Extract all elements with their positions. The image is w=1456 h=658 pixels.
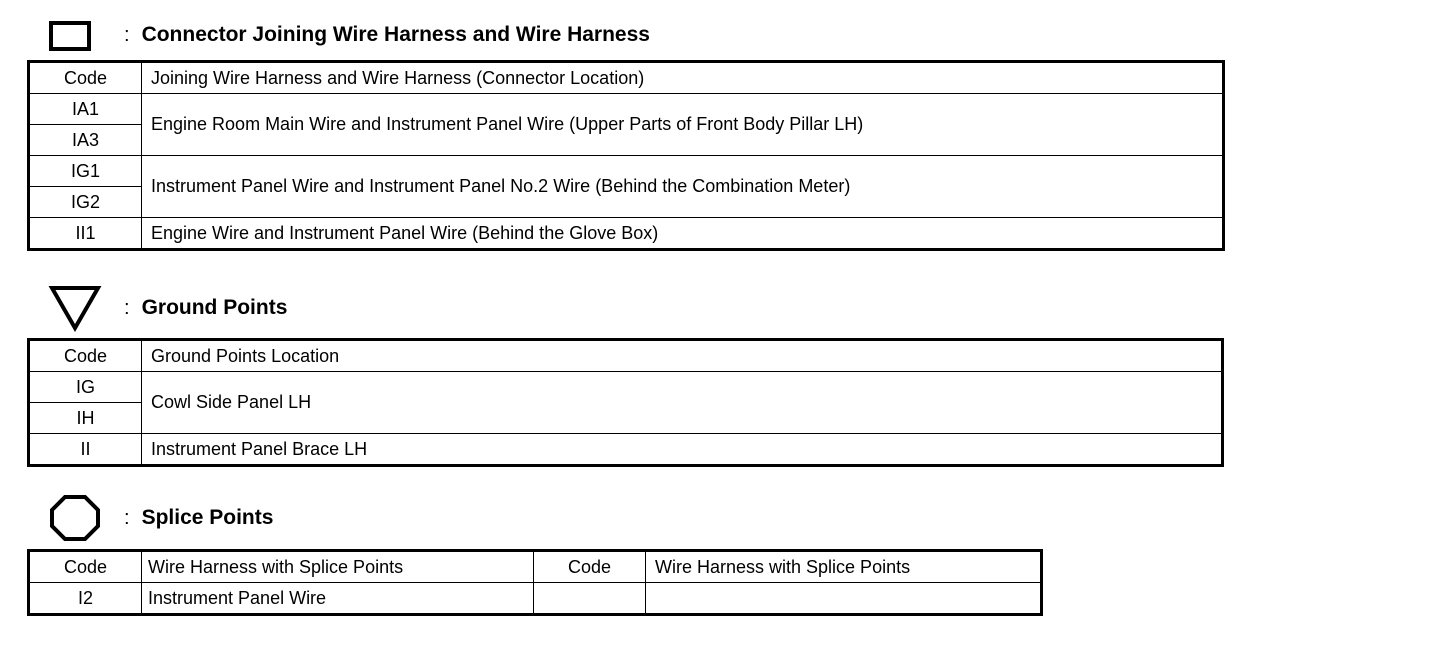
code-cell: II	[29, 434, 142, 466]
table-row	[29, 434, 1223, 466]
square-icon	[48, 18, 92, 52]
table-header-row	[29, 551, 1042, 583]
header-description: Ground Points Location	[142, 340, 1223, 372]
ground-table	[27, 338, 1224, 467]
code-cell	[534, 583, 646, 615]
header-code: Code	[534, 551, 646, 583]
connector-table	[27, 60, 1225, 251]
description-cell: Engine Wire and Instrument Panel Wire (Behind the Glove Box)	[142, 218, 1224, 250]
octagon-icon	[48, 494, 102, 542]
code-cell: IH	[29, 403, 142, 434]
table-row	[29, 583, 1042, 615]
description-cell	[646, 583, 1042, 615]
colon: :	[124, 506, 130, 529]
connector-section-title: Connector Joining Wire Harness and Wire Harness	[141, 23, 650, 46]
splice-section-title: Splice Points	[141, 506, 274, 529]
code-cell: IA1	[29, 94, 142, 125]
header-description: Joining Wire Harness and Wire Harness (Connector Location)	[142, 62, 1224, 94]
table-header-row	[29, 340, 1223, 372]
table-row	[29, 94, 1224, 125]
table-row	[29, 156, 1224, 187]
splice-table	[27, 549, 1043, 616]
header-code: Code	[29, 62, 142, 94]
description-cell: Engine Room Main Wire and Instrument Panel Wire (Upper Parts of Front Body Pillar LH)	[142, 94, 1224, 156]
code-cell: I2	[29, 583, 142, 615]
description-cell: Cowl Side Panel LH	[142, 372, 1223, 434]
header-description: Wire Harness with Splice Points	[142, 551, 534, 583]
ground-section-title: Ground Points	[141, 296, 288, 319]
code-cell: II1	[29, 218, 142, 250]
code-cell: IA3	[29, 125, 142, 156]
header-description: Wire Harness with Splice Points	[646, 551, 1042, 583]
table-row	[29, 372, 1223, 403]
triangle-down-icon	[48, 284, 102, 332]
code-cell: IG1	[29, 156, 142, 187]
description-cell: Instrument Panel Wire	[142, 583, 534, 615]
colon: :	[124, 296, 130, 319]
ground-section-header	[48, 284, 287, 332]
colon: :	[124, 23, 130, 46]
table-header-row	[29, 62, 1224, 94]
description-cell: Instrument Panel Brace LH	[142, 434, 1223, 466]
splice-section-header	[48, 494, 273, 542]
code-cell: IG2	[29, 187, 142, 218]
header-code: Code	[29, 551, 142, 583]
code-cell: IG	[29, 372, 142, 403]
header-code: Code	[29, 340, 142, 372]
description-cell: Instrument Panel Wire and Instrument Panel No.2 Wire (Behind the Combination Meter)	[142, 156, 1224, 218]
table-row	[29, 218, 1224, 250]
connector-section-header	[48, 18, 650, 52]
